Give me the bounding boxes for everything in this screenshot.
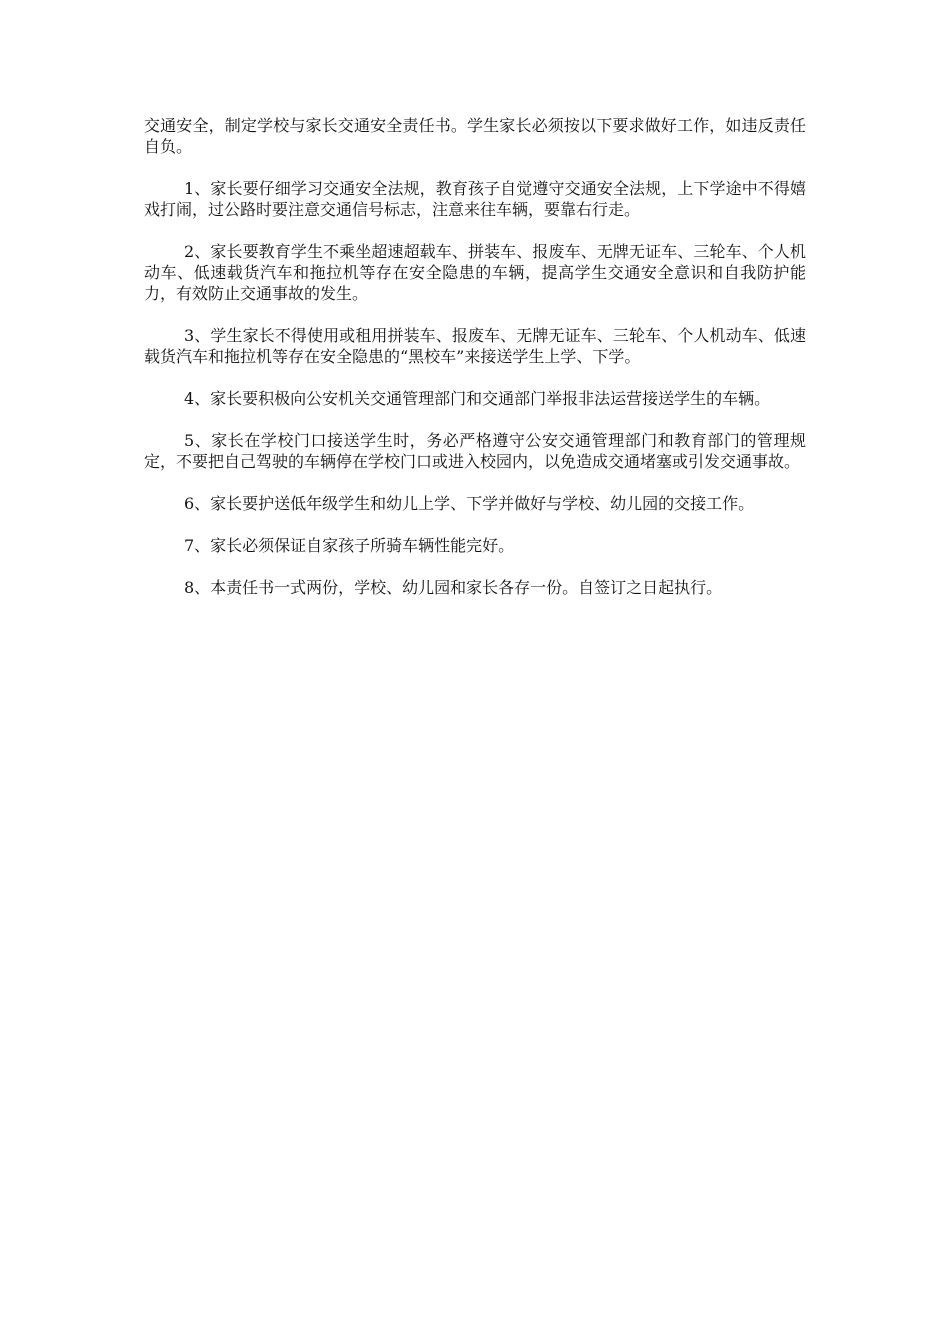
intro-paragraph: 交通安全，制定学校与家长交通安全责任书。学生家长必须按以下要求做好工作，如违反责任自负。 (144, 116, 806, 156)
item-paragraph-4: 4、家长要积极向公安机关交通管理部门和交通部门举报非法运营接送学生的车辆。 (184, 389, 771, 408)
item-paragraph-5: 5、家长在学校门口接送学生时，务必严格遵守公安交通管理部门和教育部门的管理规定，不要把自己驾驶的车辆停在学校门口或进入校园内，以免造成交通堵塞或引发交通事故。 (144, 431, 806, 471)
item-paragraph-1: 1、家长要仔细学习交通安全法规，教育孩子自觉遵守交通安全法规，上下学途中不得嬉戏打闹，过公路时要注意交通信号标志，注意来往车辆，要靠右行走。 (144, 179, 806, 219)
item-paragraph-6: 6、家长要护送低年级学生和幼儿上学、下学并做好与学校、幼儿园的交接工作。 (184, 494, 755, 513)
item-paragraph-2: 2、家长要教育学生不乘坐超速超载车、拼装车、报废车、无牌无证车、三轮车、个人机动车、低速载货汽车和拖拉机等存在安全隐患的车辆，提高学生交通安全意识和自我防护能力，有效防止交通事故的发生。 (144, 242, 806, 303)
document-body (144, 115, 806, 619)
item-paragraph-7: 7、家长必须保证自家孩子所骑车辆性能完好。 (184, 536, 515, 555)
item-paragraph-3: 3、学生家长不得使用或租用拼装车、报废车、无牌无证车、三轮车、个人机动车、低速载货汽车和拖拉机等存在安全隐患的“黑校车”来接送学生上学、下学。 (144, 326, 806, 366)
item-paragraph-8: 8、本责任书一式两份，学校、幼儿园和家长各存一份。自签订之日起执行。 (184, 578, 723, 597)
